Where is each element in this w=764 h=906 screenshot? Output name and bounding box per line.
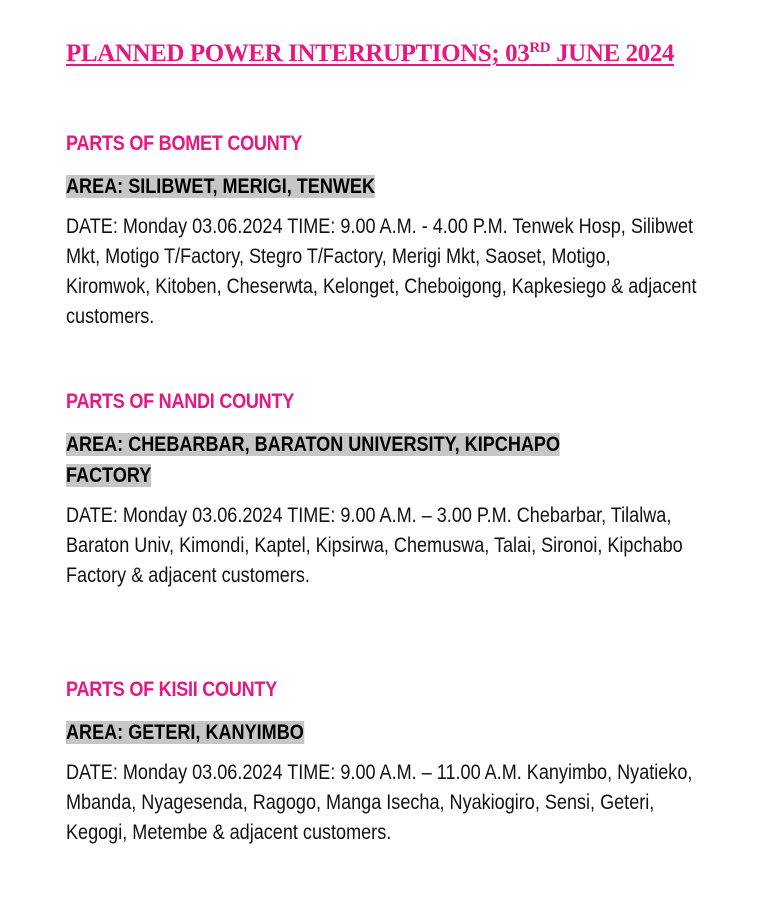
title-ordinal-suffix: RD xyxy=(529,40,551,56)
title-main: PLANNED POWER INTERRUPTIONS; 03 xyxy=(66,40,530,67)
page-title xyxy=(66,40,674,68)
area-label: AREA: SILIBWET, MERIGI, TENWEK xyxy=(66,175,376,198)
area-label: AREA: CHEBARBAR, BARATON UNIVERSITY, KIPCHAPO FACTORY xyxy=(66,433,561,487)
area-label: AREA: GETERI, KANYIMBO xyxy=(66,721,304,744)
county-heading: PARTS OF BOMET COUNTY xyxy=(66,132,303,155)
section-bomet xyxy=(66,131,706,332)
area-line xyxy=(66,429,616,491)
area-line xyxy=(66,171,616,202)
county-heading: PARTS OF KISII COUNTY xyxy=(66,678,277,701)
interruption-details: DATE: Monday 03.06.2024 TIME: 9.00 A.M. - 4.00 P.M. Tenwek Hosp, Silibwet Mkt, Motigo T/Factory, Stegro T/Factory, Merigi Mkt, Saoset, Motigo, Kiromwok, Kitoben, Cheserwta, Kelonget, Cheboigong, Kapkesiego & adjacent customers. xyxy=(66,215,697,328)
title-tail: JUNE 2024 xyxy=(550,40,675,67)
area-line xyxy=(66,717,616,748)
county-heading: PARTS OF NANDI COUNTY xyxy=(66,390,295,413)
interruption-details: DATE: Monday 03.06.2024 TIME: 9.00 A.M. – 3.00 P.M. Chebarbar, Tilalwa, Baraton Univ, Kimondi, Kaptel, Kipsirwa, Chemuswa, Talai, Sironoi, Kipchabo Factory & adjacent customers. xyxy=(66,504,683,587)
section-kisii xyxy=(66,677,706,848)
interruption-details: DATE: Monday 03.06.2024 TIME: 9.00 A.M. – 11.00 A.M. Kanyimbo, Nyatieko, Mbanda, Nyagesenda, Ragogo, Manga Isecha, Nyakiogiro, Sensi, Geteri, Kegogi, Metembe & adjacent customers. xyxy=(66,761,693,844)
section-nandi xyxy=(66,389,706,591)
